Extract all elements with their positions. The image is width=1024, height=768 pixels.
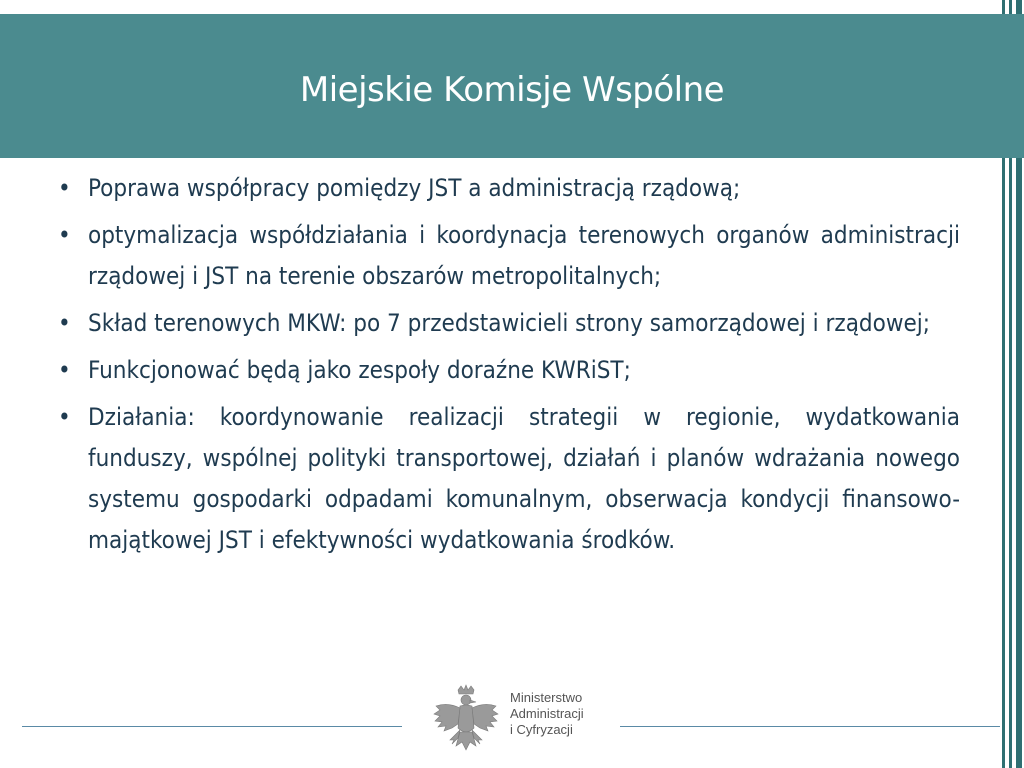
- ministry-name-line1: Ministerstwo: [510, 690, 583, 705]
- bullet-item: [56, 350, 960, 391]
- bullet-icon: •: [58, 403, 71, 431]
- bullet-icon: •: [58, 309, 71, 337]
- ministry-name-line3: i Cyfryzacji: [510, 722, 573, 737]
- bullet-text: optymalizacja współdziałania i koordynacja terenowych organów administracji rządowej i JST na terenie obszarów metropolitalnych;: [88, 221, 960, 290]
- bullet-icon: •: [58, 221, 71, 249]
- footer-rule-left: [22, 726, 402, 727]
- bullet-text: Poprawa współpracy pomiędzy JST a administracją rządową;: [88, 174, 741, 202]
- bullet-text: Działania: koordynowanie realizacji strategii w regionie, wydatkowania funduszy, wspólnej polityki transportowej, działań i planów wdrażania nowego systemu gospodarki odpadami komunalnym, obserwacja kondycji finansowo-majątkowej JST i efektywności wydatkowania środków.: [88, 403, 960, 554]
- ministry-logo: [430, 684, 610, 764]
- bullet-icon: •: [58, 174, 71, 202]
- bullet-item: [56, 397, 960, 561]
- bullet-text: Funkcjonować będą jako zespoły doraźne KWRiST;: [88, 356, 631, 384]
- ministry-name-line2: Administracji: [510, 706, 584, 721]
- slide-content: [56, 168, 960, 567]
- bullet-item: [56, 303, 960, 344]
- bullet-item: [56, 215, 960, 297]
- bullet-item: [56, 168, 960, 209]
- bullet-icon: •: [58, 356, 71, 384]
- slide-header: [0, 14, 1024, 158]
- bullet-list: [56, 168, 960, 561]
- footer-rule-right: [620, 726, 1000, 727]
- ministry-name: [510, 690, 584, 738]
- bullet-text: Skład terenowych MKW: po 7 przedstawicieli strony samorządowej i rządowej;: [88, 309, 931, 337]
- polish-eagle-emblem-icon: [430, 684, 502, 764]
- slide-title: Miejskie Komisje Wspólne: [299, 70, 725, 110]
